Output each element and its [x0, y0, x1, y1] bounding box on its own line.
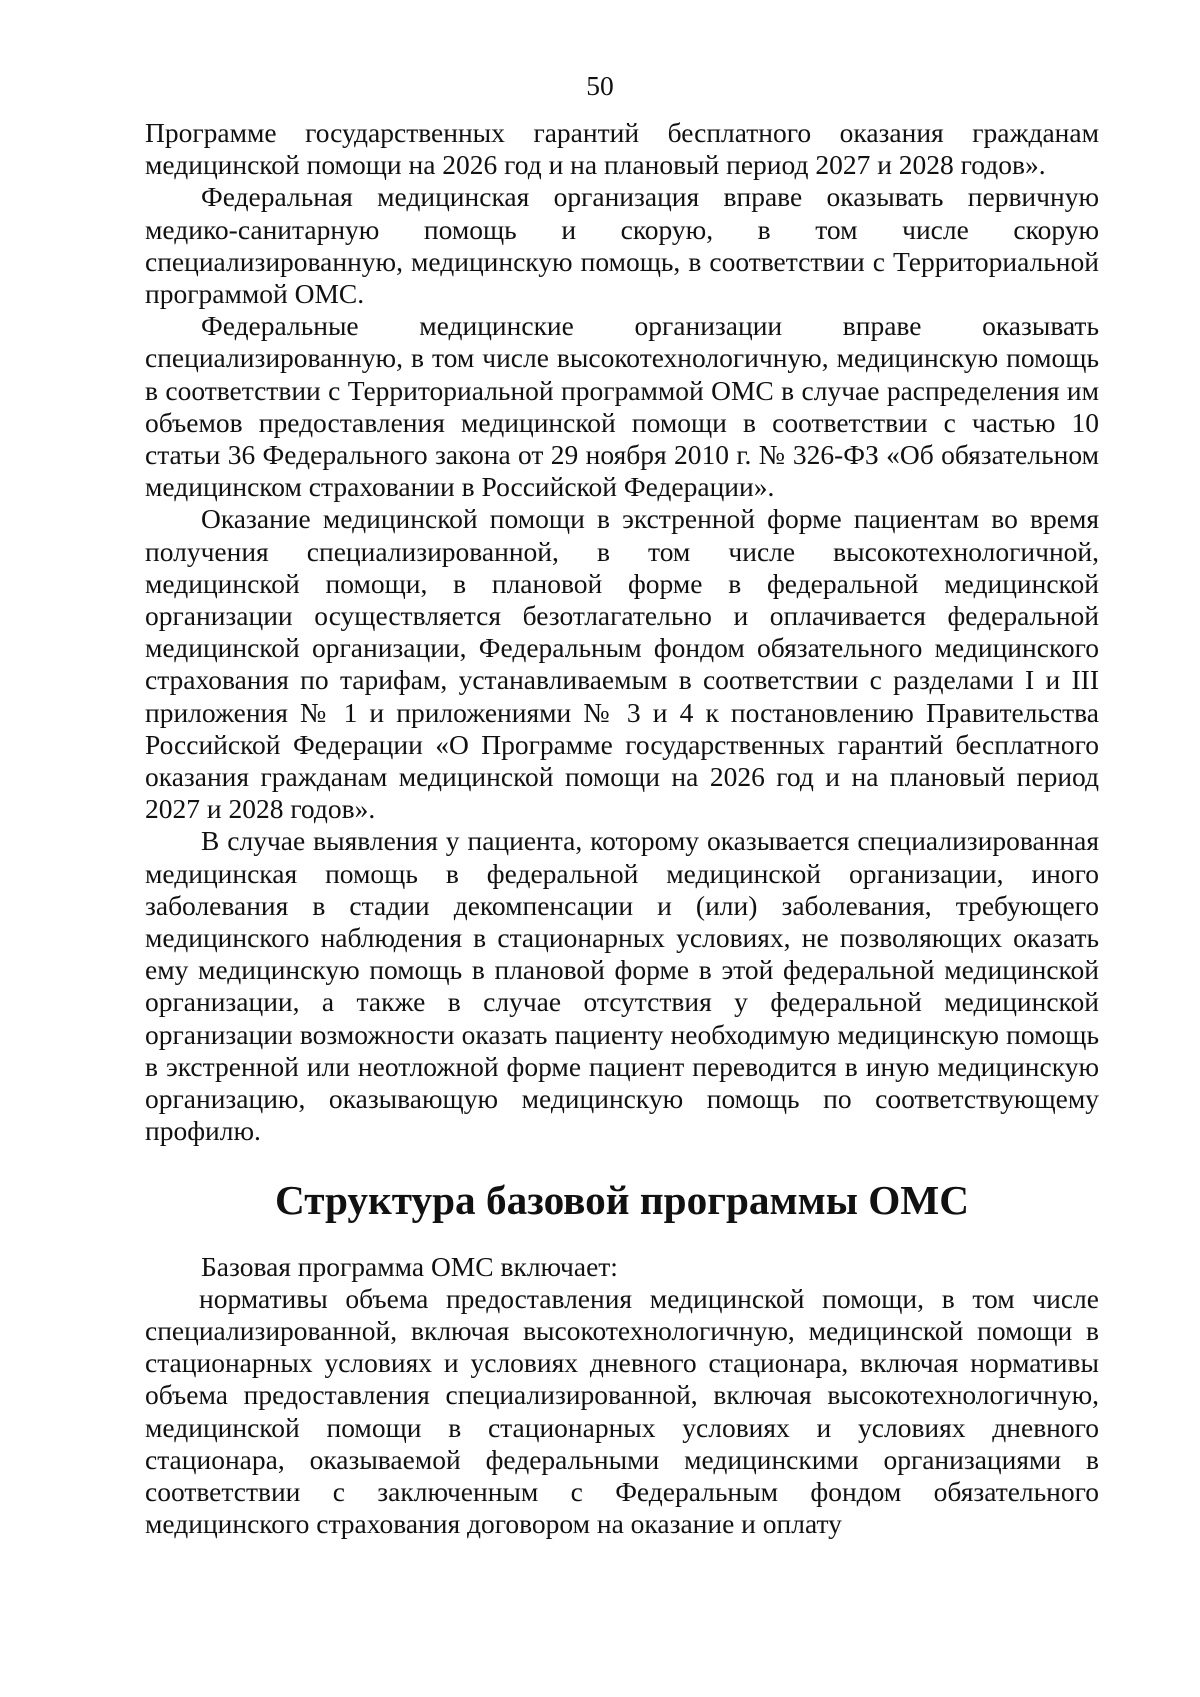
section-heading: Структура базовой программы ОМС — [274, 1176, 970, 1223]
document-body — [145, 117, 1099, 1540]
paragraph-emergency-care: Оказание медицинской помощи в экстренной форме пациентам во время получения специализированной, в том числе высокотехнологичной, медицинской помощи, в плановой форме в федеральной медицинской организации осуществляется безотлагательно и оплачивается федеральной медицинской организации, Федеральным фондом обязательного медицинского страхования по тарифам, устанавливаемым в соответствии с разделами I и III приложения № 1 и приложениями № 3 и 4 к постановлению Правительства Российской Федерации «О Программе государственных гарантий бесплатного оказания гражданам медицинской помощи на 2026 год и на плановый период 2027 и 2028 годов». — [145, 503, 1099, 825]
paragraph-patient-transfer: В случае выявления у пациента, которому оказывается специализированная медицинская помощь в федеральной медицинской организации, иного заболевания в стадии декомпенсации и (или) заболевания, требующего медицинского наблюдения в стационарных условиях, не позволяющих оказать ему медицинскую помощь в плановой форме в этой федеральной медицинской организации, а также в случае отсутствия у федеральной медицинской организации возможности оказать пациенту необходимую медицинскую помощь в экстренной или неотложной форме пациент переводится в иную медицинскую организацию, оказывающую медицинскую помощь по соответствующему профилю. — [145, 825, 1099, 1147]
paragraph-specialized-care: Федеральные медицинские организации вправе оказывать специализированную, в том числе высокотехнологичную, медицинскую помощь в соответствии с Территориальной программой ОМС в случае распределения им объемов предоставления медицинской помощи в соответствии с частью 10 статьи 36 Федерального закона от 29 ноября 2010 г. № 326-ФЗ «Об обязательном медицинском страховании в Российской Федерации». — [145, 310, 1099, 503]
page-number: 50 — [586, 70, 614, 101]
list-paragraph: нормативы объема предоставления медицинской помощи, в том числе специализированной, включая высокотехнологичную, медицинской помощи в стационарных условиях и условиях дневного стационара, включая нормативы объема предоставления специализированной, включая высокотехнологичную, медицинской помощи в стационарных условиях и условиях дневного стационара, оказываемой федеральными медицинскими организациями в соответствии с заключенным с Федеральным фондом обязательного медицинского страхования договором на оказание и оплату — [145, 1282, 1099, 1540]
paragraph-primary-care: Федеральная медицинская организация вправе оказывать первичную медико-санитарную помощь и скорую, в том числе скорую специализированную, медицинскую помощь, в соответствии с Территориальной программой ОМС. — [145, 181, 1099, 310]
intro-line: Базовая программа ОМС включает: — [201, 1250, 618, 1282]
paragraph-continuation: Программе государственных гарантий бесплатного оказания гражданам медицинской помощи на 2026 год и на плановый период 2027 и 2028 годов». — [145, 117, 1099, 181]
